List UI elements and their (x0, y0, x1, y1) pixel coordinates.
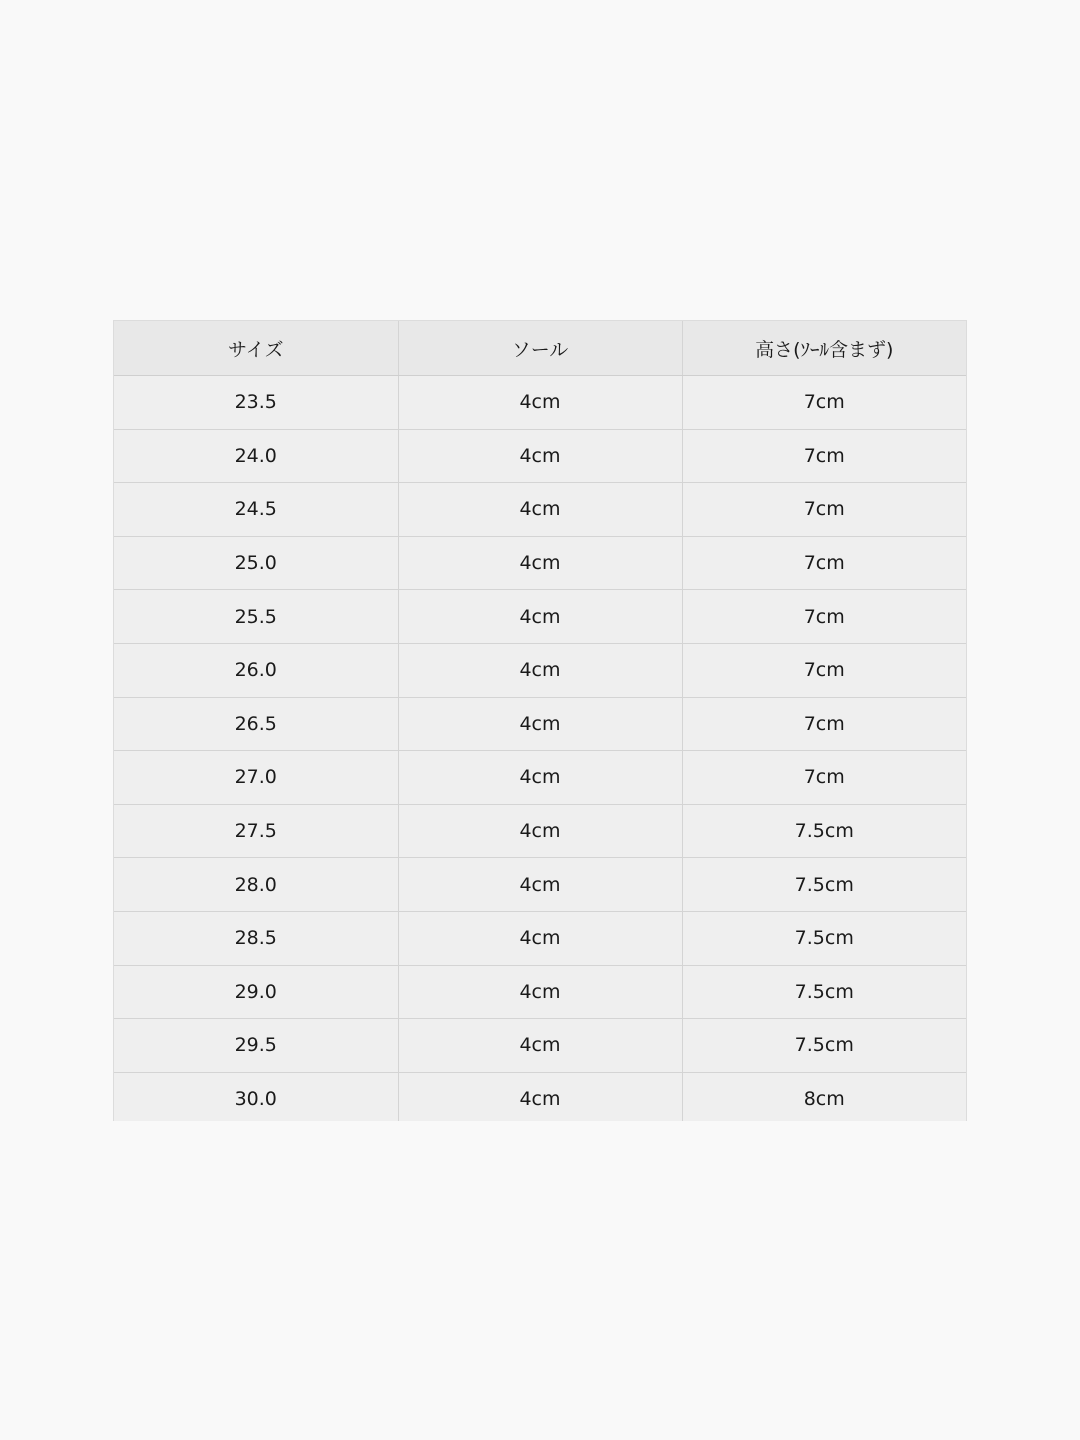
size-chart-table-container (113, 320, 967, 1121)
header-row (114, 321, 966, 376)
sole-cell: 4cm (398, 536, 682, 590)
sole-cell: 4cm (398, 858, 682, 912)
height-cell: 7.5cm (682, 804, 966, 858)
size-cell: 27.0 (114, 751, 398, 805)
height-cell: 7cm (682, 697, 966, 751)
table-row (114, 965, 966, 1019)
table-row (114, 697, 966, 751)
size-cell: 29.0 (114, 965, 398, 1019)
height-cell: 7.5cm (682, 911, 966, 965)
sole-cell: 4cm (398, 804, 682, 858)
sole-cell: 4cm (398, 590, 682, 644)
size-cell: 26.5 (114, 697, 398, 751)
height-cell: 7cm (682, 376, 966, 430)
table-row (114, 590, 966, 644)
height-cell: 7cm (682, 483, 966, 537)
header-size: サイズ (114, 321, 398, 376)
height-cell: 8cm (682, 1072, 966, 1121)
height-cell: 7cm (682, 536, 966, 590)
height-cell: 7.5cm (682, 858, 966, 912)
sole-cell: 4cm (398, 376, 682, 430)
size-cell: 30.0 (114, 1072, 398, 1121)
sole-cell: 4cm (398, 429, 682, 483)
sole-cell: 4cm (398, 1072, 682, 1121)
table-row (114, 858, 966, 912)
size-cell: 23.5 (114, 376, 398, 430)
height-cell: 7cm (682, 429, 966, 483)
header-height: 高さ(ｿｰﾙ含まず) (682, 321, 966, 376)
sole-cell: 4cm (398, 965, 682, 1019)
height-cell: 7.5cm (682, 965, 966, 1019)
table-row (114, 911, 966, 965)
table-row (114, 429, 966, 483)
size-cell: 27.5 (114, 804, 398, 858)
table-row (114, 751, 966, 805)
sole-cell: 4cm (398, 751, 682, 805)
height-cell: 7cm (682, 590, 966, 644)
height-cell: 7cm (682, 643, 966, 697)
sole-cell: 4cm (398, 1019, 682, 1073)
size-chart-header (114, 321, 966, 376)
size-cell: 26.0 (114, 643, 398, 697)
sole-cell: 4cm (398, 643, 682, 697)
table-row (114, 536, 966, 590)
table-row (114, 1072, 966, 1121)
sole-cell: 4cm (398, 911, 682, 965)
size-chart-table (114, 321, 966, 1121)
size-cell: 24.0 (114, 429, 398, 483)
table-row (114, 643, 966, 697)
table-row (114, 376, 966, 430)
table-row (114, 804, 966, 858)
size-cell: 28.0 (114, 858, 398, 912)
size-cell: 25.0 (114, 536, 398, 590)
sole-cell: 4cm (398, 697, 682, 751)
size-cell: 24.5 (114, 483, 398, 537)
sole-cell: 4cm (398, 483, 682, 537)
header-sole: ソール (398, 321, 682, 376)
height-cell: 7.5cm (682, 1019, 966, 1073)
height-cell: 7cm (682, 751, 966, 805)
size-cell: 25.5 (114, 590, 398, 644)
size-cell: 28.5 (114, 911, 398, 965)
size-cell: 29.5 (114, 1019, 398, 1073)
size-chart-body (114, 376, 966, 1122)
table-row (114, 483, 966, 537)
table-row (114, 1019, 966, 1073)
